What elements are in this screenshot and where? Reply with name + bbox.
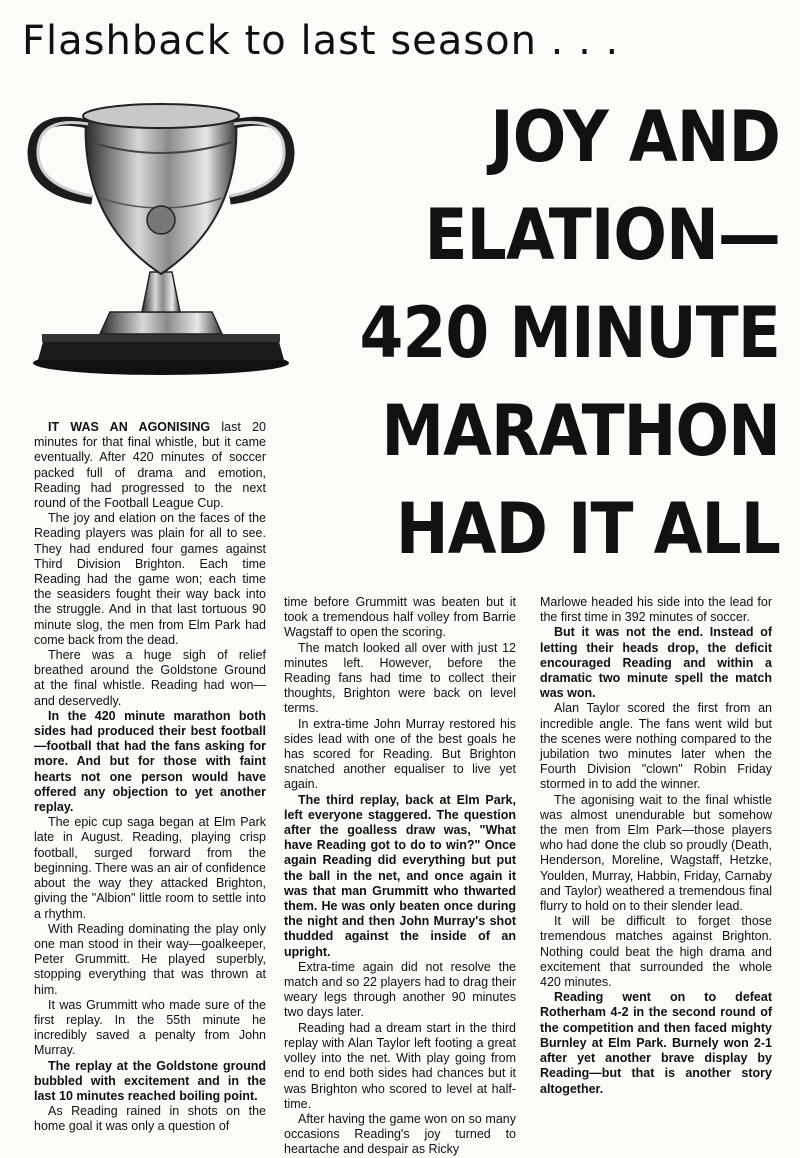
article-paragraph [540, 793, 772, 915]
article-column-1 [34, 420, 266, 1135]
paragraph-bold-text: In the 420 minute marathon both sides had produced their best football—football that had the fans asking for more. And but for those with faint hearts not one person would have offered any objection to yet another replay. [34, 708, 266, 815]
paragraph-bold-text: Reading went on to defeat Rotherham 4-2 in the second round of the competition and then faced mighty Burnley at Elm Park. Burnely won 2-1 after yet another brave display by Reading—but that is another story altogether. [540, 990, 772, 1096]
article-paragraph [540, 914, 772, 990]
article-paragraph [284, 793, 516, 960]
paragraph-text: It was Grummitt who made sure of the first replay. In the 55th minute he incredibly saved a penalty from John Murray. [34, 997, 266, 1058]
paragraph-text: The epic cup saga began at Elm Park late in August. Reading, playing crisp football, surged forward from the beginning. There was an air of confidence about the way they attacked Brighton, giving the "Albion" little room to settle into a rhythm. [34, 815, 266, 921]
article-paragraph [34, 420, 266, 511]
article-paragraph [284, 1112, 516, 1158]
article-paragraph [284, 595, 516, 641]
article-paragraph [540, 990, 772, 1096]
headline-line: 420 MINUTE [359, 292, 780, 374]
article-paragraph [284, 717, 516, 793]
article-paragraph [34, 709, 266, 815]
article-paragraph [284, 641, 516, 717]
paragraph-lead-in: IT WAS AN AGONISING [48, 420, 211, 434]
paragraph-text: Marlowe headed his side into the lead for the first time in 392 minutes of soccer. [540, 595, 772, 625]
paragraph-bold-text: The third replay, back at Elm Park, left everyone staggered. The question after the goalless draw was, "What have Reading got to do to win?" Once again Reading did everything but put the ball in the net, and once again it was that man Grummitt who thwarted them. He was only beaten once during the night and then John Murray's shot thudded against the inside of an upright. [284, 792, 516, 959]
article-paragraph [34, 815, 266, 921]
headline [348, 88, 780, 578]
league-cup-trophy-image [20, 88, 302, 378]
headline-line: JOY AND [490, 96, 780, 178]
paragraph-text: With Reading dominating the play only one man stood in their way—goalkeeper, Peter Grummitt. He played superbly, stopping everything that was thrown at him. [34, 921, 266, 997]
article-paragraph [34, 511, 266, 648]
article-paragraph [284, 1021, 516, 1112]
paragraph-text: It will be difficult to forget those tremendous matches against Brighton. Nothing could beat the high drama and excitement that surrounded the whole 420 minutes. [540, 914, 772, 990]
headline-line: HAD IT ALL [395, 488, 780, 570]
paragraph-text: last 20 minutes for that final whistle, but it came eventually. After 420 minutes of soccer packed full of drama and emotion, Reading had progressed to the next round of the Football League Cup. [34, 420, 266, 511]
article-paragraph [540, 625, 772, 701]
paragraph-text: The agonising wait to the final whistle was almost unendurable but somehow the men from Elm Park—those players who had done the club so proudly (Death, Henderson, Moreline, Wagstaff, Hetzke, Youlden, Murray, Habbin, Friday, Carnaby and Taylor) weathered a tremendous final flurry to hold on to their slender lead. [540, 792, 772, 914]
article-column-3 [540, 595, 772, 1097]
paragraph-text: time before Grummitt was beaten but it took a tremendous half volley from Barrie Wagstaff to open the scoring. [284, 595, 516, 640]
paragraph-text: The joy and elation on the faces of the Reading players was plain for all to see. They had endured four games against Third Division Brighton. Each time Reading had the game won; each time the seasiders fought their way back into the struggle. And in that last tortuous 90 minute slog, the men from Elm Park had come back from the dead. [34, 511, 266, 647]
paragraph-text: As Reading rained in shots on the home goal it was only a question of [34, 1104, 266, 1134]
paragraph-text: In extra-time John Murray restored his sides lead with one of the best goals he has scored for Reading. But Brighton snatched another equaliser to live yet again. [284, 716, 516, 792]
article-paragraph [540, 701, 772, 792]
paragraph-bold-text: But it was not the end. Instead of letting their heads drop, the deficit encouraged Reading and within a dramatic two minute spell the match was won. [540, 625, 772, 701]
article-paragraph [34, 648, 266, 709]
paragraph-text: The match looked all over with just 12 minutes left. However, before the Reading fans had time to collect their thoughts, Brighton were back on level terms. [284, 640, 516, 716]
paragraph-text: Alan Taylor scored the first from an incredible angle. The fans went wild but the scenes were nothing compared to the jubilation two minutes later when the Fourth Division "clown" Robin Friday stormed in to add the winner. [540, 701, 772, 792]
article-paragraph [540, 595, 772, 625]
headline-line: MARATHON [381, 390, 780, 472]
article-paragraph [34, 922, 266, 998]
article-paragraph [34, 1059, 266, 1105]
article-column-2 [284, 595, 516, 1158]
paragraph-text: There was a huge sigh of relief breathed around the Goldstone Ground at the final whistle. Reading had won—and deservedly. [34, 648, 266, 708]
page-kicker: Flashback to last season . . . [22, 18, 620, 64]
paragraph-text: After having the game won on so many occasions Reading's joy turned to heartache and despair as Ricky [284, 1111, 516, 1157]
article-paragraph [34, 998, 266, 1059]
paragraph-bold-text: The replay at the Goldstone ground bubbled with excitement and in the last 10 minutes reached boiling point. [34, 1058, 266, 1103]
paragraph-text: Extra-time again did not resolve the match and so 22 players had to drag their weary legs through another 90 minutes two days later. [284, 959, 516, 1020]
paragraph-text: Reading had a dream start in the third replay with Alan Taylor left footing a great volley into the net. With play going from end to end both sides had chances but it was Brighton who scored to level at half-time. [284, 1020, 516, 1111]
headline-line: ELATION— [424, 194, 780, 276]
article-paragraph [34, 1104, 266, 1134]
article-paragraph [284, 960, 516, 1021]
